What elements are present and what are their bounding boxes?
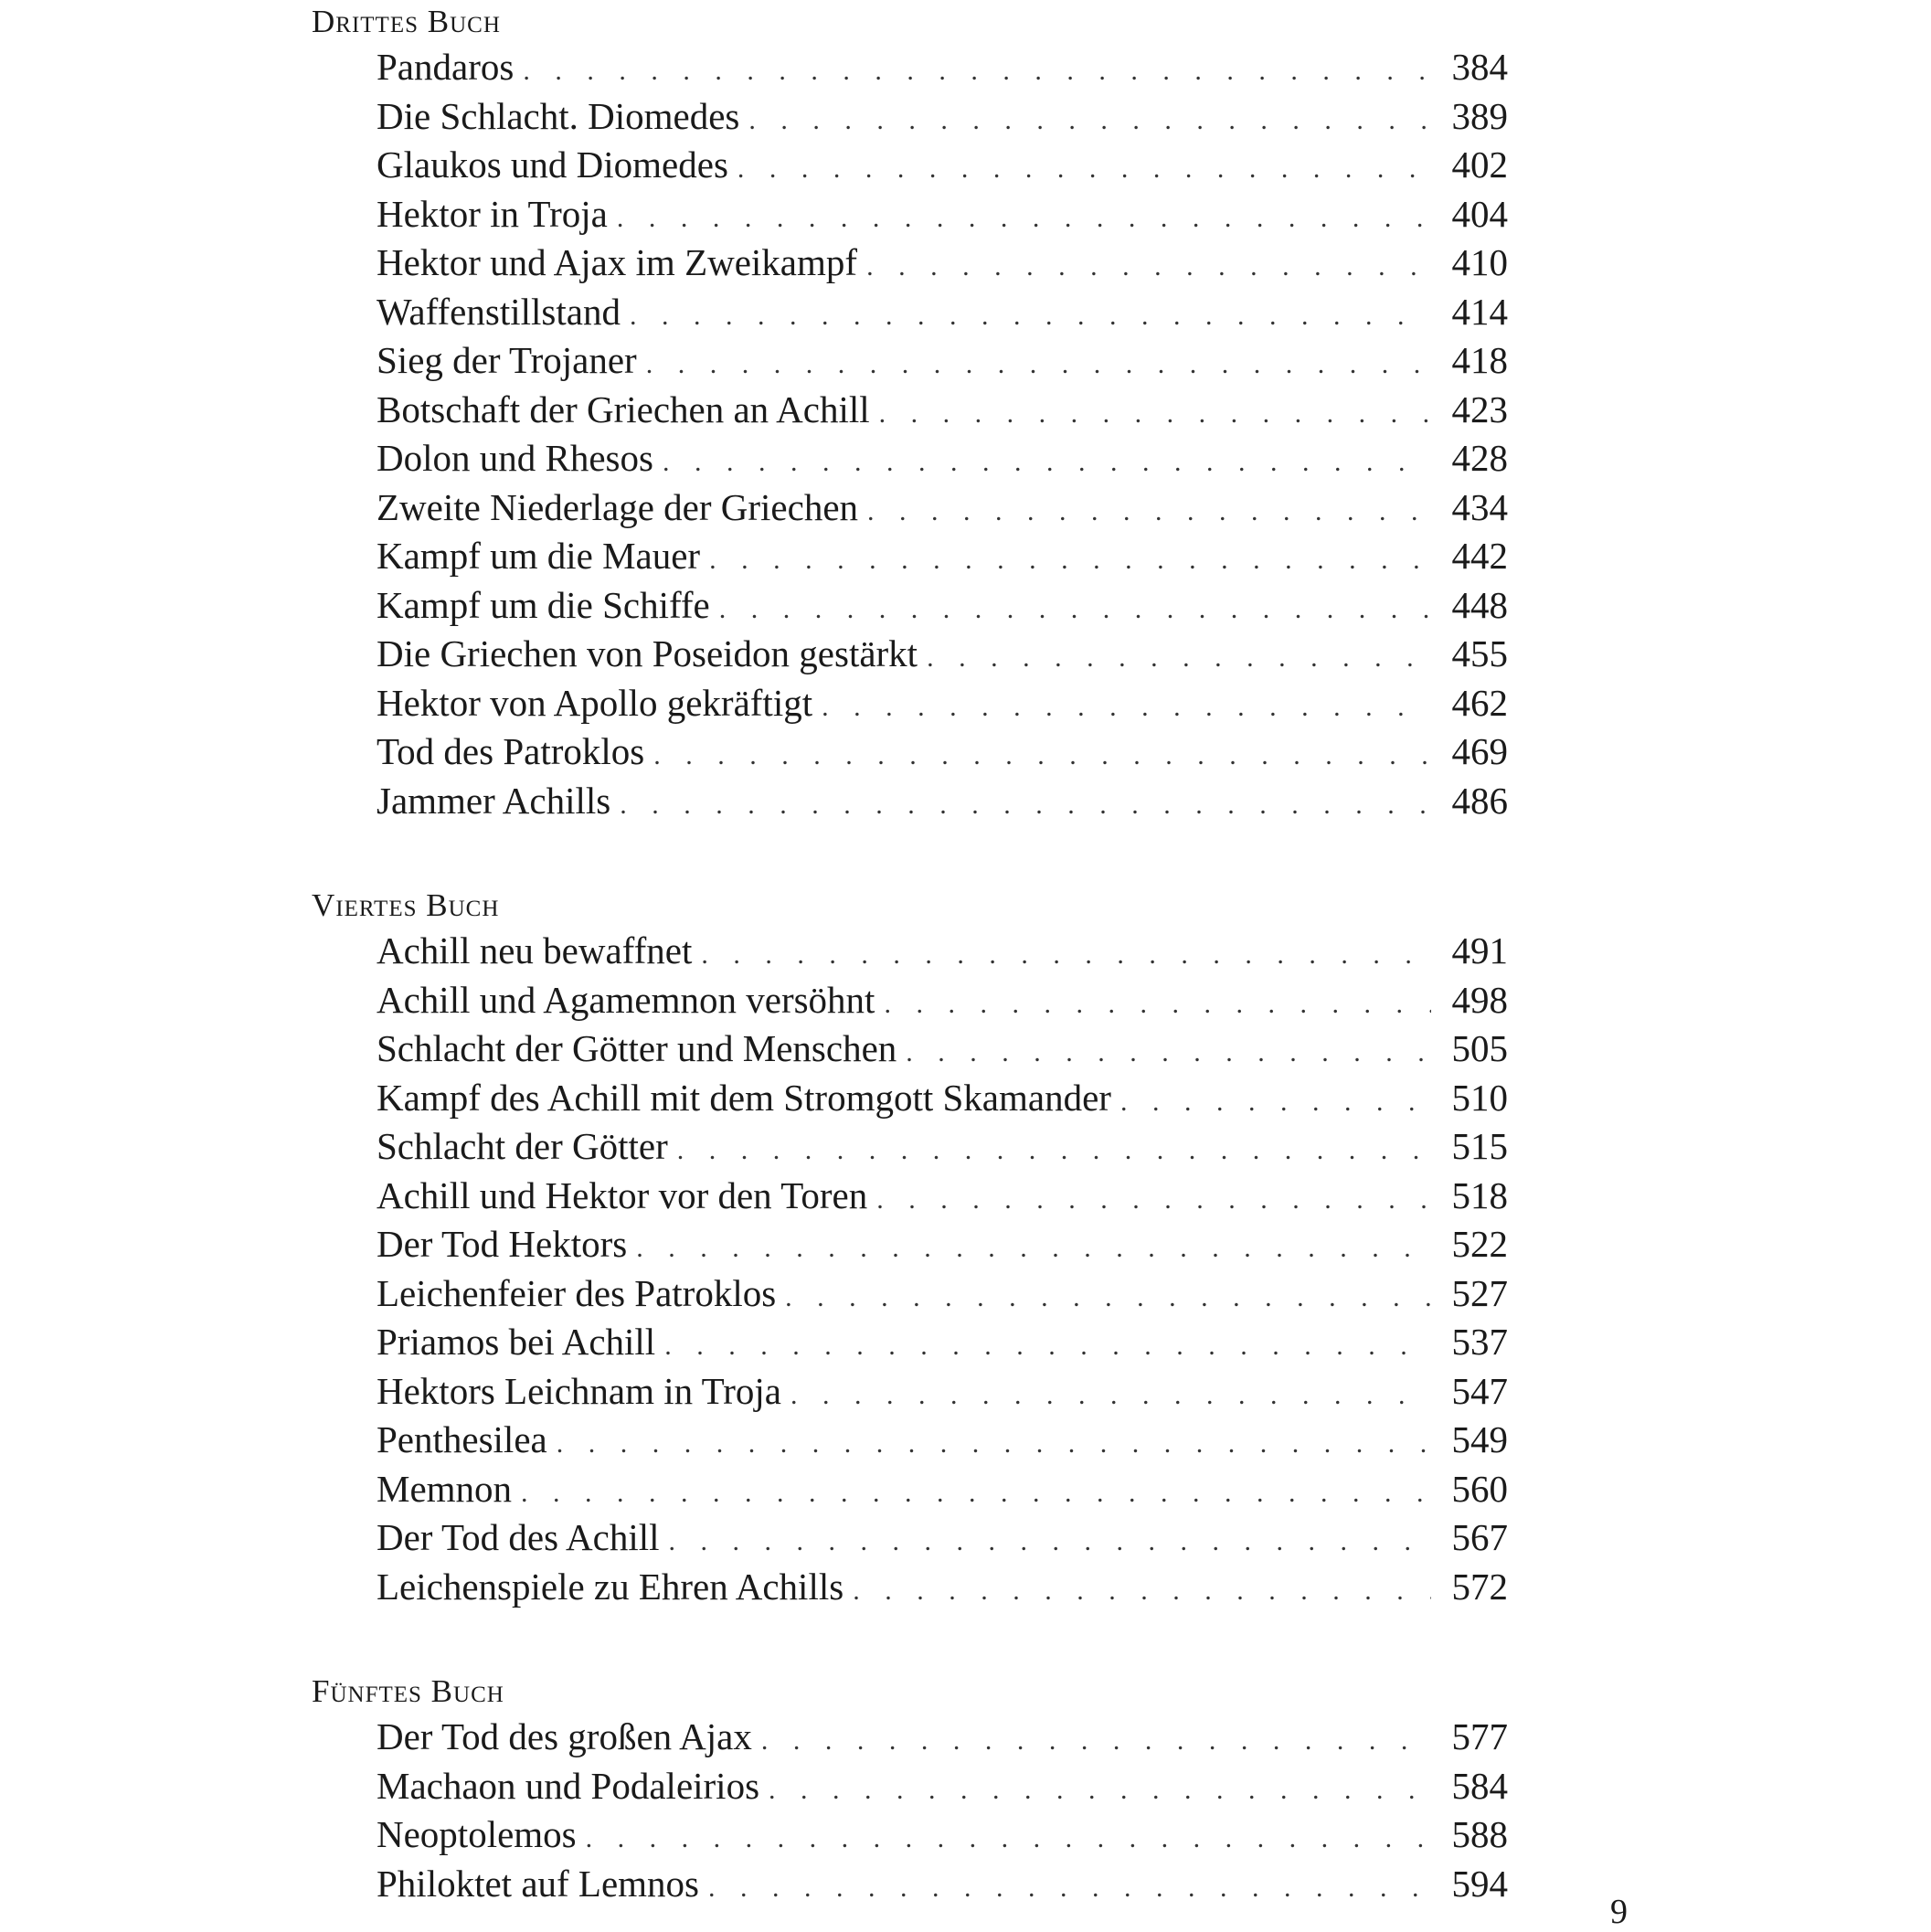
dot-leader — [761, 1716, 1431, 1766]
toc-entry-title: Schlacht der Götter und Menschen — [377, 1027, 897, 1069]
toc-entry-title: Waffenstillstand — [377, 291, 621, 333]
toc-entry-title: Botschaft der Griechen an Achill — [377, 388, 870, 430]
toc-entry-page: 486 — [1451, 780, 1508, 822]
toc-entry-page: 518 — [1451, 1174, 1508, 1216]
dot-leader — [677, 1126, 1431, 1175]
dot-leader — [521, 1469, 1431, 1518]
toc-entry — [377, 1171, 1508, 1220]
toc-entry-page: 527 — [1451, 1272, 1508, 1314]
dot-leader — [709, 536, 1431, 585]
toc-entry-page: 469 — [1451, 730, 1508, 772]
toc-entry — [377, 287, 1508, 336]
toc-entry-page: 428 — [1451, 437, 1508, 479]
toc-entry-title: Der Tod Hektors — [377, 1223, 628, 1265]
toc-entry-title: Zweite Niederlage der Griechen — [377, 486, 859, 528]
toc-entry — [377, 238, 1508, 287]
dot-leader — [790, 1371, 1431, 1420]
toc-entry-page: 498 — [1451, 979, 1508, 1021]
toc-entry — [377, 483, 1508, 532]
toc-entry — [377, 189, 1508, 239]
toc-entry — [377, 91, 1508, 141]
toc-entry — [377, 975, 1508, 1024]
toc-entry-title: Kampf des Achill mit dem Stromgott Skamander — [377, 1077, 1111, 1119]
toc-entry-title: Der Tod des großen Ajax — [377, 1715, 752, 1757]
toc-entry-title: Glaukos und Diomedes — [377, 143, 728, 186]
toc-entry — [377, 629, 1508, 678]
toc-entry-title: Philoktet auf Lemnos — [377, 1863, 700, 1905]
toc-entry-page: 448 — [1451, 584, 1508, 626]
dot-leader — [879, 389, 1431, 439]
toc-entry-title: Sieg der Trojaner — [377, 339, 637, 381]
dot-leader — [884, 980, 1431, 1029]
dot-leader — [927, 633, 1431, 683]
toc-entry-title: Achill neu bewaffnet — [377, 929, 693, 971]
toc-entry-page: 515 — [1451, 1125, 1508, 1167]
dot-leader — [523, 47, 1431, 96]
toc-entry-title: Schlacht der Götter — [377, 1125, 668, 1167]
toc-entry-page: 505 — [1451, 1027, 1508, 1069]
toc-entry-page: 560 — [1451, 1468, 1508, 1510]
toc-entry — [377, 1415, 1508, 1464]
toc-entry — [377, 1317, 1508, 1366]
toc-entry-page: 404 — [1451, 193, 1508, 235]
toc-entry-page: 389 — [1451, 95, 1508, 137]
toc-entry-title: Hektor in Troja — [377, 193, 608, 235]
dot-leader — [1120, 1077, 1431, 1127]
dot-leader — [701, 930, 1431, 980]
toc-entry-page: 572 — [1451, 1566, 1508, 1608]
dot-leader — [853, 1566, 1431, 1616]
toc-entry-page: 455 — [1451, 632, 1508, 674]
dot-leader — [617, 194, 1431, 243]
toc-entry — [377, 140, 1508, 189]
dot-leader — [557, 1419, 1431, 1469]
dot-leader — [653, 731, 1431, 780]
toc-entry-title: Machaon und Podaleirios — [377, 1765, 760, 1807]
toc-entry-title: Penthesilea — [377, 1418, 547, 1460]
toc-entry — [377, 42, 1508, 91]
toc-entry-title: Hektors Leichnam in Troja — [377, 1370, 781, 1412]
toc-entry — [377, 1121, 1508, 1171]
toc-entry — [377, 678, 1508, 727]
toc-entry-page: 567 — [1451, 1516, 1508, 1558]
toc-entry — [377, 1366, 1508, 1416]
toc-entry-title: Die Schlacht. Diomedes — [377, 95, 740, 137]
toc-entry-page: 547 — [1451, 1370, 1508, 1412]
toc-entry-title: Hektor und Ajax im Zweikampf — [377, 241, 858, 283]
toc-entry — [377, 1464, 1508, 1513]
toc-entry — [377, 1073, 1508, 1122]
dot-leader — [867, 487, 1431, 536]
toc-entry-title: Hektor von Apollo gekräftigt — [377, 682, 813, 724]
dot-leader — [646, 340, 1431, 389]
dot-leader — [785, 1273, 1431, 1322]
toc-entry — [377, 1712, 1508, 1761]
toc-entry — [377, 776, 1508, 825]
toc-entry-title: Achill und Hektor vor den Toren — [377, 1174, 868, 1216]
toc-entry — [377, 1513, 1508, 1562]
toc-entry-page: 549 — [1451, 1418, 1508, 1460]
dot-leader — [866, 242, 1431, 292]
dot-leader — [663, 438, 1431, 487]
dot-leader — [630, 292, 1431, 341]
toc-entry — [377, 1761, 1508, 1810]
toc-entry-page: 594 — [1451, 1863, 1508, 1905]
toc-entry — [377, 1859, 1508, 1908]
toc-entry-page: 434 — [1451, 486, 1508, 528]
toc-entry-title: Kampf um die Mauer — [377, 535, 701, 577]
toc-entry — [377, 580, 1508, 630]
dot-leader — [664, 1322, 1431, 1371]
toc-entry — [377, 433, 1508, 483]
toc-entry-page: 537 — [1451, 1321, 1508, 1363]
toc-entry-title: Die Griechen von Poseidon gestärkt — [377, 632, 918, 674]
book-heading: Drittes Buch — [312, 4, 501, 39]
toc-entry-page: 402 — [1451, 143, 1508, 186]
toc-entry — [377, 1024, 1508, 1073]
toc-entry — [377, 926, 1508, 975]
toc-entry-page: 414 — [1451, 291, 1508, 333]
toc-entry-title: Pandaros — [377, 46, 515, 88]
dot-leader — [737, 144, 1431, 194]
book-heading: Fünftes Buch — [312, 1673, 504, 1709]
dot-leader — [636, 1224, 1431, 1273]
toc-entry — [377, 727, 1508, 776]
toc-entry-page: 423 — [1451, 388, 1508, 430]
dot-leader — [769, 1766, 1431, 1815]
toc-entry-title: Dolon und Rhesos — [377, 437, 653, 479]
dot-leader — [876, 1175, 1431, 1225]
toc-entry — [377, 1810, 1508, 1859]
page-number: 9 — [1610, 1893, 1628, 1931]
toc-entry-page: 442 — [1451, 535, 1508, 577]
dot-leader — [822, 683, 1431, 732]
toc-entry — [377, 1219, 1508, 1269]
toc-entry-title: Neoptolemos — [377, 1813, 577, 1855]
dot-leader — [620, 780, 1431, 830]
book-heading: Viertes Buch — [312, 887, 500, 923]
toc-entry-page: 491 — [1451, 929, 1508, 971]
toc-entry-title: Memnon — [377, 1468, 513, 1510]
toc-entry — [377, 1562, 1508, 1611]
toc-entry — [377, 531, 1508, 580]
toc-entry-title: Kampf um die Schiffe — [377, 584, 710, 626]
toc-entry-title: Leichenspiele zu Ehren Achills — [377, 1566, 844, 1608]
toc-entry — [377, 385, 1508, 434]
toc-entry-page: 577 — [1451, 1715, 1508, 1757]
toc-entry — [377, 335, 1508, 385]
toc-entry-page: 522 — [1451, 1223, 1508, 1265]
toc-entry-page: 410 — [1451, 241, 1508, 283]
toc-entry-title: Priamos bei Achill — [377, 1321, 656, 1363]
dot-leader — [708, 1863, 1431, 1913]
dot-leader — [586, 1814, 1431, 1863]
toc-entry-page: 462 — [1451, 682, 1508, 724]
toc-entry-page: 584 — [1451, 1765, 1508, 1807]
dot-leader — [719, 585, 1431, 634]
toc-entry-page: 588 — [1451, 1813, 1508, 1855]
dot-leader — [669, 1517, 1431, 1566]
toc-entry-page: 418 — [1451, 339, 1508, 381]
toc-entry — [377, 1269, 1508, 1318]
toc-entry-title: Tod des Patroklos — [377, 730, 645, 772]
toc-entry-page: 510 — [1451, 1077, 1508, 1119]
toc-entry-page: 384 — [1451, 46, 1508, 88]
dot-leader — [906, 1028, 1431, 1077]
toc-entry-title: Der Tod des Achill — [377, 1516, 660, 1558]
toc-entry-title: Leichenfeier des Patroklos — [377, 1272, 777, 1314]
toc-entry-title: Achill und Agamemnon versöhnt — [377, 979, 875, 1021]
toc-entry-title: Jammer Achills — [377, 780, 611, 822]
dot-leader — [748, 96, 1431, 145]
